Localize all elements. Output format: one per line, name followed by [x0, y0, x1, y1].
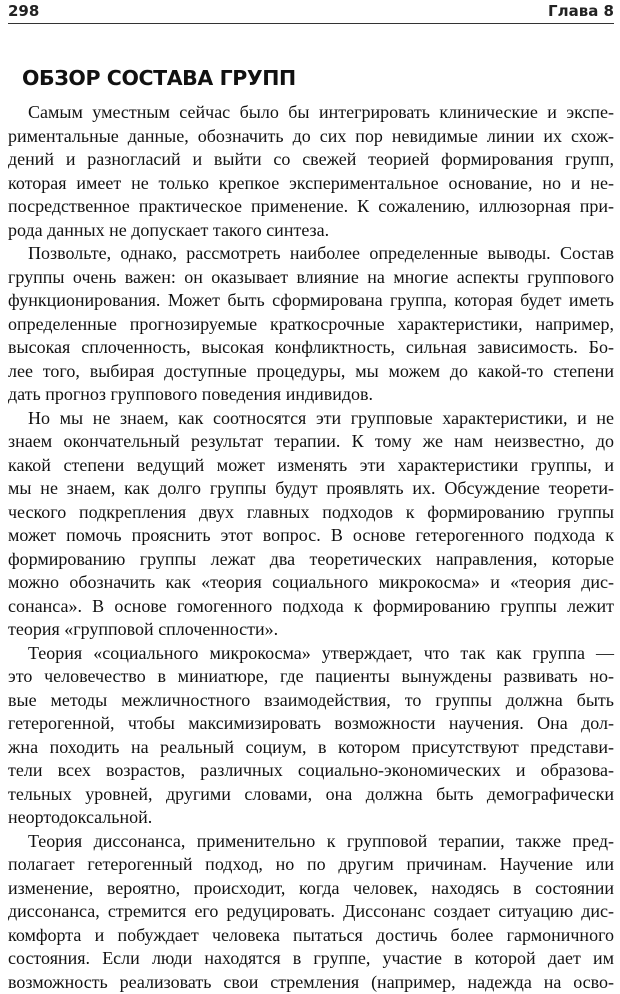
- text-line: риментальные данные, обозначить до сих пор невидимые линии их схож-: [8, 125, 614, 149]
- text-line: тельных уровней, другими словами, она должна быть демографически: [8, 783, 614, 807]
- text-line: которая имеет не только крепкое экспериментальное основание, но и не-: [8, 172, 614, 196]
- text-line: посредственное практическое применение. К сожалению, иллюзорная при-: [8, 195, 614, 219]
- text-line: диссонанса, стремится его редуцировать. Диссонанс создает ситуацию дис-: [8, 900, 614, 924]
- paragraph: [8, 242, 614, 407]
- text-line: неортодоксальной.: [8, 806, 614, 830]
- text-line: состояния. Если люди находятся в группе, участие в которой дает им: [8, 947, 614, 971]
- text-line: тели всех возрастов, различных социально-экономических и образова-: [8, 759, 614, 783]
- text-line: мы не знаем, как долго группы будут проявлять их. Обсуждение теорети-: [8, 477, 614, 501]
- text-line: жна походить на реальный социум, в котором присутствуют представи-: [8, 736, 614, 760]
- text-line: Теория «социального микрокосма» утверждает, что так как группа —: [8, 642, 614, 666]
- text-line: Теория диссонанса, применительно к групповой терапии, также пред-: [8, 830, 614, 854]
- chapter-label: Глава 8: [548, 2, 614, 20]
- paragraph: [8, 642, 614, 830]
- text-line: лее того, выбирая доступные процедуры, мы можем до какой-то степени: [8, 360, 614, 384]
- body-text: [8, 101, 614, 994]
- text-line: гетерогенной, чтобы максимизировать возможности научения. Она дол-: [8, 712, 614, 736]
- text-line: теория «групповой сплоченности».: [8, 618, 614, 642]
- text-line: изменение, вероятно, происходит, когда человек, находясь в состоянии: [8, 877, 614, 901]
- section-title: ОБЗОР СОСТАВА ГРУПП: [22, 66, 296, 90]
- paragraph: [8, 407, 614, 642]
- text-line: дать прогноз группового поведения индивидов.: [8, 383, 614, 407]
- text-line: комфорта и побуждает человека пытаться достичь более гармоничного: [8, 924, 614, 948]
- text-line: вые методы межличностного взаимодействия, то группы должна быть: [8, 689, 614, 713]
- text-line: Но мы не знаем, как соотносятся эти групповые характеристики, и не: [8, 407, 614, 431]
- text-line: полагает гетерогенный подход, но по другим причинам. Научение или: [8, 853, 614, 877]
- text-line: определенные прогнозируемые краткосрочные характеристики, например,: [8, 313, 614, 337]
- header-rule: [8, 23, 614, 24]
- text-line: знаем окончательный результат терапии. К тому же нам неизвестно, до: [8, 430, 614, 454]
- text-line: Самым уместным сейчас было бы интегрировать клинические и экспе-: [8, 101, 614, 125]
- text-line: это человечество в миниатюре, где пациенты вынуждены развивать но-: [8, 665, 614, 689]
- text-line: группы очень важен: он оказывает влияние на многие аспекты группового: [8, 266, 614, 290]
- paragraph: [8, 101, 614, 242]
- running-header: [8, 0, 614, 22]
- text-line: сонанса». В основе гомогенного подхода к формированию группы лежит: [8, 595, 614, 619]
- text-line: ческого подкрепления двух главных подходов к формированию группы: [8, 501, 614, 525]
- paragraph: [8, 830, 614, 994]
- text-line: какой степени ведущий может изменять эти характеристики группы, и: [8, 454, 614, 478]
- text-line: может помочь прояснить этот вопрос. В основе гетерогенного подхода к: [8, 524, 614, 548]
- text-line: формированию группы лежат два теоретических направления, которые: [8, 548, 614, 572]
- text-line: дений и разногласий и выйти со свежей теорией формирования групп,: [8, 148, 614, 172]
- text-line: Позвольте, однако, рассмотреть наиболее определенные выводы. Состав: [8, 242, 614, 266]
- text-line: функционирования. Может быть сформирована группа, которая будет иметь: [8, 289, 614, 313]
- page-number: 298: [8, 2, 39, 20]
- text-line: можно обозначить как «теория социального микрокосма» и «теория дис-: [8, 571, 614, 595]
- text-line: высокая сплоченность, высокая конфликтность, сильная зависимость. Бо-: [8, 336, 614, 360]
- text-line: рода данных не допускает такого синтеза.: [8, 219, 614, 243]
- text-line: возможность реализовать свои стремления (например, надежда на осво-: [8, 971, 614, 994]
